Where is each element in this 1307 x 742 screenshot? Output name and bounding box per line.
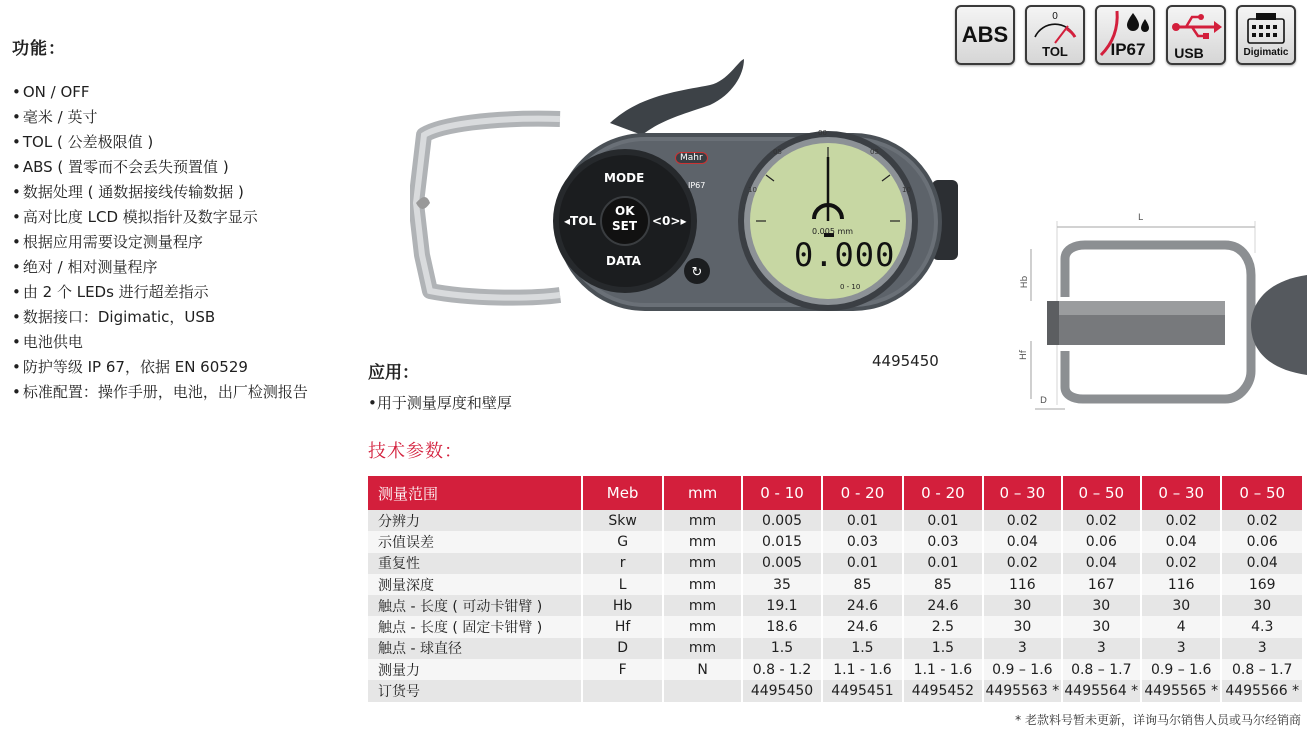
feature-item: • ON / OFF [12, 80, 308, 105]
tol-button[interactable]: ◂TOL [564, 214, 597, 228]
dim-label-Hb: Hb [1020, 275, 1031, 289]
feature-item: • 毫米 / 英寸 [12, 105, 308, 130]
feature-item: • 防护等级 IP 67，依据 EN 60529 [12, 355, 308, 380]
usb-badge-label: USB [1174, 45, 1204, 61]
caliper-gauge-image [410, 55, 970, 345]
specs-title: 技术参数： [368, 441, 463, 462]
dim-label-Hf: Hf [1018, 350, 1029, 360]
dimension-drawing [1015, 205, 1307, 420]
table-cell: 0.04 [983, 531, 1061, 552]
specs-header-cell: Meb [582, 476, 663, 510]
features-list [12, 80, 308, 405]
table-cell: L [582, 574, 663, 595]
table-cell: 0.06 [1221, 531, 1302, 552]
table-cell: 触点 - 球直径 [368, 638, 582, 659]
lcd-range: 0 - 10 [840, 283, 861, 291]
table-cell: 0.03 [903, 531, 983, 552]
lcd-resolution: 0.005 mm [812, 227, 854, 236]
table-row [368, 659, 1302, 680]
table-cell: 3 [983, 638, 1061, 659]
table-cell: 0.9 – 1.6 [983, 659, 1061, 680]
table-cell: 0.01 [822, 510, 902, 531]
ip67-badge-label: IP67 [1110, 40, 1146, 59]
table-cell: 4495563 * [983, 680, 1061, 701]
table-cell: 30 [1062, 595, 1141, 616]
dim-label-L: L [1138, 213, 1144, 223]
ip67-badge [1095, 5, 1155, 65]
table-cell: 1.1 - 1.6 [903, 659, 983, 680]
table-cell: mm [663, 638, 741, 659]
table-row [368, 680, 1302, 701]
table-cell: 24.6 [903, 595, 983, 616]
device-ip-label: IP67 [688, 181, 706, 190]
specs-table [368, 476, 1302, 702]
table-cell: 0.8 – 1.7 [1062, 659, 1141, 680]
feature-item: • 数据处理 ( 通数据接线传输数据 ) [12, 180, 308, 205]
table-cell: 30 [1221, 595, 1302, 616]
table-cell: 4495451 [822, 680, 902, 701]
table-cell: 4495564 * [1062, 680, 1141, 701]
feature-item: • 标准配置：操作手册，电池，出厂检测报告 [12, 380, 308, 405]
dim-label-D: D [1040, 396, 1047, 406]
table-cell: mm [663, 531, 741, 552]
table-cell: G [582, 531, 663, 552]
table-cell: 4 [1141, 616, 1221, 637]
feature-item: • 根据应用需要设定测量程序 [12, 230, 308, 255]
usb-badge [1166, 5, 1226, 65]
feature-item: • 由 2 个 LEDs 进行超差指示 [12, 280, 308, 305]
tol-badge [1025, 5, 1085, 65]
table-cell: mm [663, 616, 741, 637]
mode-button[interactable]: MODE [604, 171, 645, 185]
table-cell: 0.04 [1221, 553, 1302, 574]
brand-logo: Mahr [675, 152, 708, 164]
specs-header-cell: 测量范围 [368, 476, 582, 510]
specs-header-cell: 0 – 50 [1062, 476, 1141, 510]
table-cell: Hf [582, 616, 663, 637]
table-row [368, 553, 1302, 574]
table-cell: 0.01 [903, 553, 983, 574]
specs-header-cell: 0 - 10 [742, 476, 822, 510]
table-cell: 0.02 [1141, 510, 1221, 531]
table-cell: 0.01 [903, 510, 983, 531]
table-cell: 85 [822, 574, 902, 595]
table-cell: 116 [1141, 574, 1221, 595]
part-number-caption: 4495450 [872, 352, 939, 370]
specs-header-cell: 0 - 20 [822, 476, 902, 510]
feature-item: • TOL ( 公差极限值 ) [12, 130, 308, 155]
dial-mark-10-left: 10 [748, 186, 757, 194]
table-cell: 触点 - 长度 ( 可动卡钳臂 ) [368, 595, 582, 616]
table-cell: 3 [1221, 638, 1302, 659]
table-cell: 0.9 – 1.6 [1141, 659, 1221, 680]
dial-mark-05-left: 05 [773, 148, 782, 156]
table-cell: 0.02 [1141, 553, 1221, 574]
feature-item: • 电池供电 [12, 330, 308, 355]
table-cell: 30 [983, 595, 1061, 616]
feature-item: • 数据接口：Digimatic，USB [12, 305, 308, 330]
table-row [368, 510, 1302, 531]
table-cell: mm [663, 510, 741, 531]
table-cell: 触点 - 长度 ( 固定卡钳臂 ) [368, 616, 582, 637]
table-cell: Skw [582, 510, 663, 531]
specs-header-row [368, 476, 1302, 510]
ok-button[interactable]: OK [615, 204, 635, 218]
specs-header-cell: 0 – 30 [983, 476, 1061, 510]
specs-header-cell: 0 - 20 [903, 476, 983, 510]
table-row [368, 531, 1302, 552]
table-cell: 2.5 [903, 616, 983, 637]
table-cell: 重复性 [368, 553, 582, 574]
table-cell: 0.01 [822, 553, 902, 574]
table-cell: 4.3 [1221, 616, 1302, 637]
table-cell: mm [663, 553, 741, 574]
table-cell: 0.04 [1062, 553, 1141, 574]
table-cell: 0.02 [1062, 510, 1141, 531]
table-cell: D [582, 638, 663, 659]
table-cell: mm [663, 595, 741, 616]
specs-header-cell: 0 – 50 [1221, 476, 1302, 510]
specs-header-cell: mm [663, 476, 741, 510]
table-cell: 0.02 [1221, 510, 1302, 531]
table-cell: 1.5 [903, 638, 983, 659]
table-cell: 116 [983, 574, 1061, 595]
tol-badge-label: TOL [1042, 44, 1068, 59]
feature-item: • ABS ( 置零而不会丢失预置值 ) [12, 155, 308, 180]
table-cell: 0.005 [742, 553, 822, 574]
table-row [368, 616, 1302, 637]
digimatic-badge [1236, 5, 1296, 65]
table-cell: 4495566 * [1221, 680, 1302, 701]
table-cell: 0.03 [822, 531, 902, 552]
table-cell: 30 [983, 616, 1061, 637]
set-button[interactable]: SET [612, 219, 638, 233]
table-cell: 4495565 * [1141, 680, 1221, 701]
feature-item: • 绝对 / 相对测量程序 [12, 255, 308, 280]
table-row [368, 574, 1302, 595]
table-cell: 19.1 [742, 595, 822, 616]
table-cell: 1.5 [822, 638, 902, 659]
table-cell: mm [663, 574, 741, 595]
table-cell: 0.015 [742, 531, 822, 552]
digimatic-badge-label: Digimatic [1243, 47, 1289, 58]
table-cell: Hb [582, 595, 663, 616]
table-cell: 0.02 [983, 553, 1061, 574]
table-cell: 1.1 - 1.6 [822, 659, 902, 680]
features-title: 功能： [12, 39, 66, 59]
table-cell: 测量力 [368, 659, 582, 680]
table-cell: 示值误差 [368, 531, 582, 552]
table-cell: 18.6 [742, 616, 822, 637]
table-cell: 4495450 [742, 680, 822, 701]
table-cell: 1.5 [742, 638, 822, 659]
table-row [368, 638, 1302, 659]
reset-icon: ↻ [691, 265, 703, 280]
table-cell: 0.06 [1062, 531, 1141, 552]
table-cell: 0.04 [1141, 531, 1221, 552]
table-cell: 测量深度 [368, 574, 582, 595]
table-cell: 30 [1141, 595, 1221, 616]
table-cell [663, 680, 741, 701]
table-cell: 167 [1062, 574, 1141, 595]
footnote: * 老款料号暂未更新，详询马尔销售人员或马尔经销商 [1015, 713, 1301, 727]
table-cell: 3 [1141, 638, 1221, 659]
application-title: 应用： [368, 363, 419, 383]
table-cell: r [582, 553, 663, 574]
table-cell: 30 [1062, 616, 1141, 637]
table-cell: 0.8 – 1.7 [1221, 659, 1302, 680]
application-item-text: 用于测量厚度和壁厚 [376, 394, 512, 412]
table-cell: 0.8 - 1.2 [742, 659, 822, 680]
table-cell: 4495452 [903, 680, 983, 701]
dial-mark-05-right: 05 [870, 148, 879, 156]
table-cell: F [582, 659, 663, 680]
specs-header-cell: 0 – 30 [1141, 476, 1221, 510]
application-item: •用于测量厚度和壁厚 [368, 394, 512, 412]
tol-zero-label: 0 [1052, 11, 1058, 22]
lcd-display-value: 0.000 [794, 236, 896, 274]
table-cell: 35 [742, 574, 822, 595]
zero-button[interactable]: <0>▸ [652, 214, 687, 228]
dial-mark-10-right: 10 [902, 186, 911, 194]
table-cell: 24.6 [822, 595, 902, 616]
abs-badge-label: ABS [961, 22, 1009, 47]
data-button[interactable]: DATA [606, 254, 641, 268]
table-cell: 分辨力 [368, 510, 582, 531]
table-cell: 0.02 [983, 510, 1061, 531]
table-cell: 24.6 [822, 616, 902, 637]
table-cell [582, 680, 663, 701]
table-cell: N [663, 659, 741, 680]
table-cell: 订货号 [368, 680, 582, 701]
feature-item: • 高对比度 LCD 模拟指针及数字显示 [12, 205, 308, 230]
table-row [368, 595, 1302, 616]
table-cell: 3 [1062, 638, 1141, 659]
table-cell: 0.005 [742, 510, 822, 531]
table-cell: 169 [1221, 574, 1302, 595]
table-cell: 85 [903, 574, 983, 595]
dial-mark-00: 00 [818, 129, 827, 137]
